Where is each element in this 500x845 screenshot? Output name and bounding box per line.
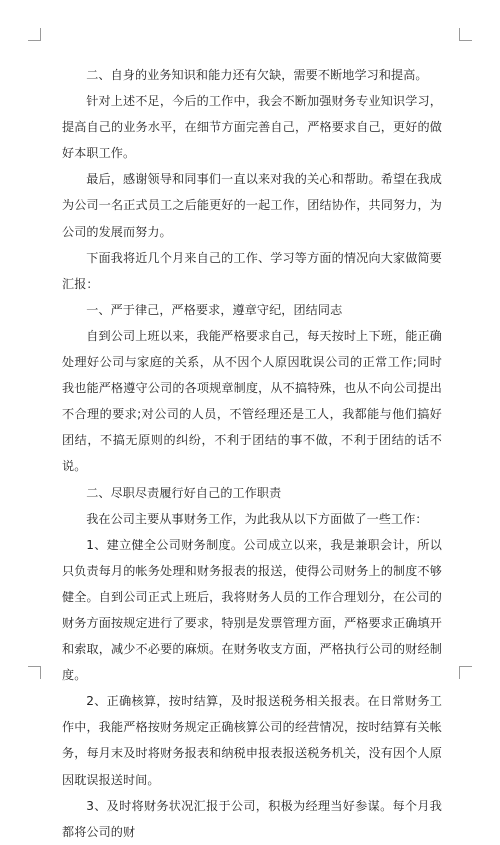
paragraph-report-intro: 下面我将近几个月来自己的工作、学习等方面的情况向大家做简要汇报： (62, 250, 442, 291)
crop-mark-top-right (459, 28, 472, 41)
section-heading-knowledge: 二、自身的业务知识和能力还有欠缺，需要不断地学习和提高。 (86, 68, 428, 82)
paragraph-duty-3: 3、及时将财务状况汇报于公司，积极为经理当好参谋。每个月我都将公司的财 (62, 798, 442, 839)
paragraph-thanks: 最后，感谢领导和同事们一直以来对我的关心和帮助。希望在我成为公司一名正式员工之后能更好的一起工作，团结协作，共同努力，为公司的发展而努力。 (62, 172, 442, 239)
paragraph-improvement-plan: 针对上述不足，今后的工作中，我会不断加强财务专业知识学习，提高自己的业务水平，在细节方面完善自己，严格要求自己，更好的做好本职工作。 (62, 94, 442, 161)
section-heading-discipline: 一、严于律己，严格要求，遵章守纪，团结同志 (86, 302, 343, 317)
paragraph-duty-2: 2、正确核算，按时结算，及时报送税务相关报表。在日常财务工作中，我能严格按财务规定正确核算公司的经营情况，按时结算有关帐务，每月末及时将财务报表和纳税申报表报送税务机关，没有因个人原因耽误报送时间。 (62, 694, 442, 787)
paragraph-discipline: 自到公司上班以来，我能严格要求自己，每天按时上下班，能正确处理好公司与家庭的关系，从不因个人原因耽误公司的正常工作;同时我也能严格遵守公司的各项规章制度，从不搞特殊，也从不向公司提出不合理的要求;对公司的人员，不管经理还是工人，我都能与他们搞好团结，不搞无原则的纠纷，不利于团结的事不做，不利于团结的话不说。 (62, 328, 442, 474)
crop-mark-bottom-left (28, 666, 41, 679)
document-body (62, 62, 442, 845)
paragraph-duties-intro: 我在公司主要从事财务工作，为此我从以下方面做了一些工作： (86, 511, 428, 526)
paragraph-duty-1: 1、建立健全公司财务制度。公司成立以来，我是兼职会计，所以只负责每月的帐务处理和财务报表的报送，使得公司财务上的制度不够健全。自到公司正式上班后，我将财务人员的工作合理划分，在公司的财务方面按规定进行了要求，特别是发票管理方面，严格要求正确填开和索取，减少不必要的麻烦。在财务收支方面，严格执行公司的财经制度。 (62, 537, 442, 683)
section-heading-duties: 二、尽职尽责履行好自己的工作职责 (86, 485, 282, 500)
crop-mark-bottom-right (459, 666, 472, 679)
crop-mark-top-left (28, 28, 41, 41)
